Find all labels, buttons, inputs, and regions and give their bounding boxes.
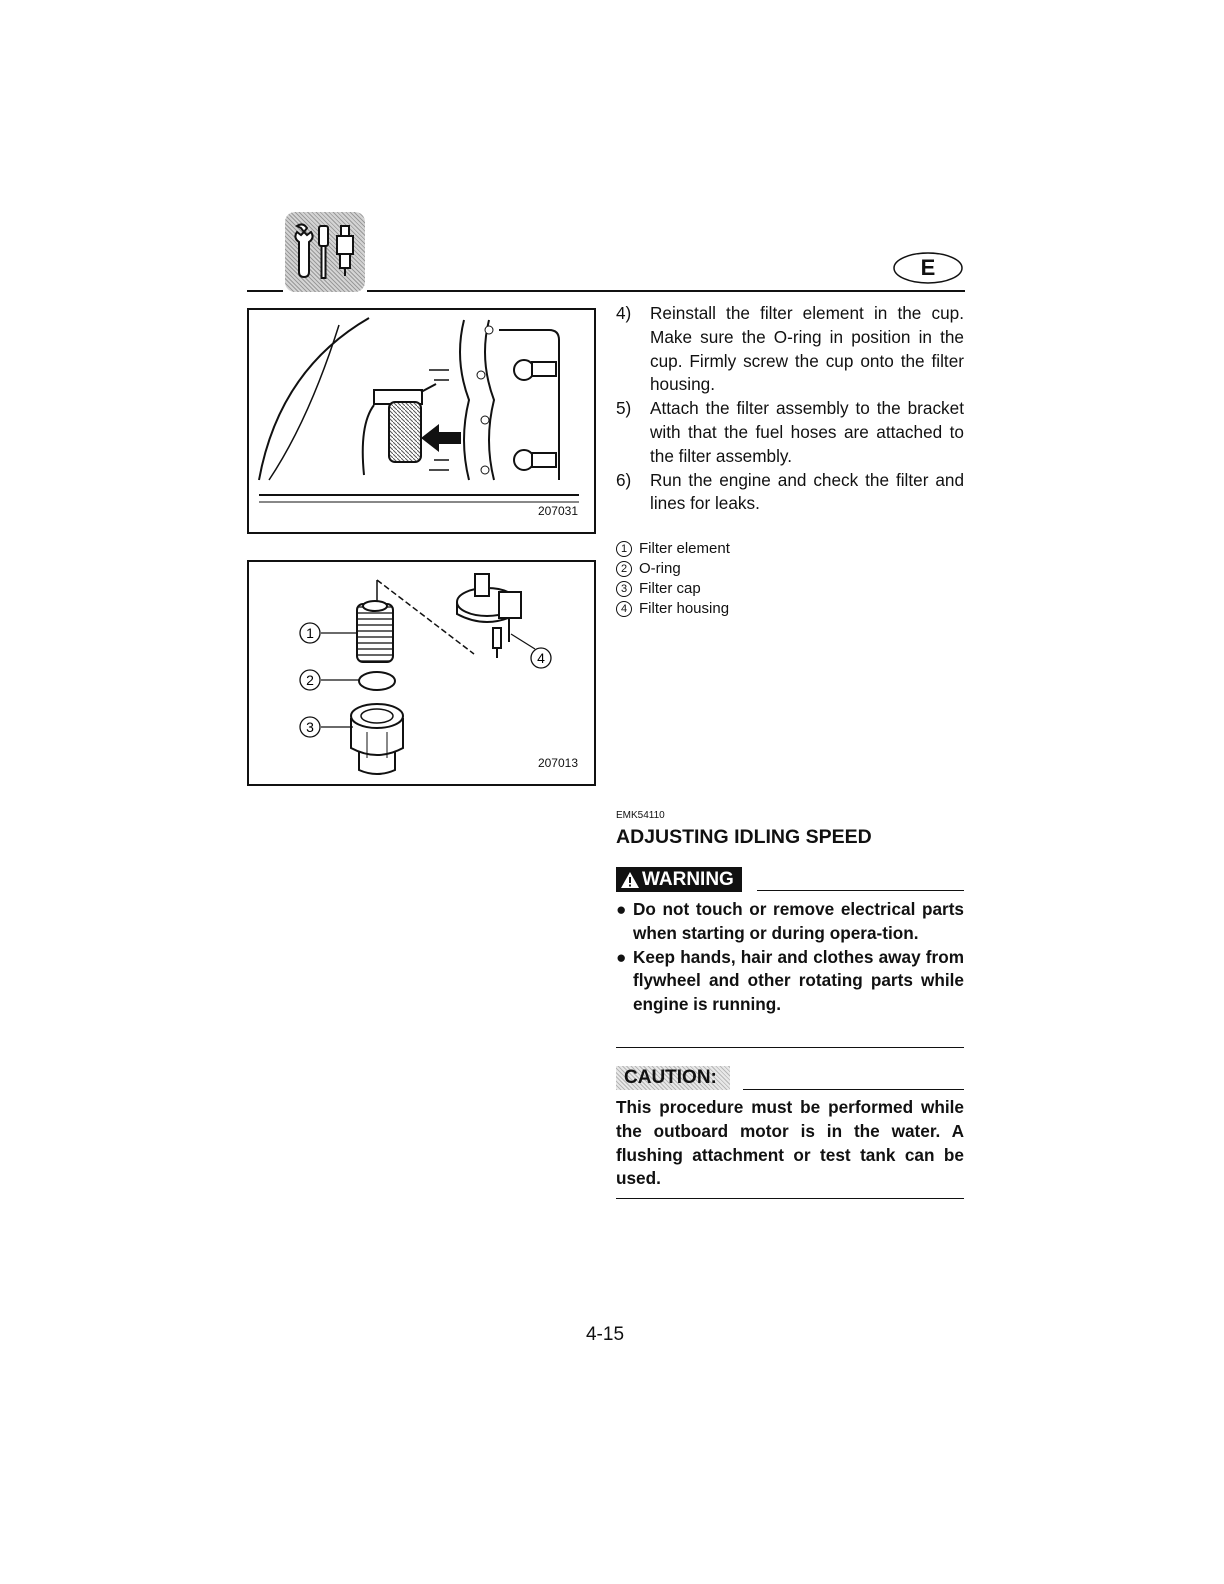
callout-4: 4 xyxy=(537,650,545,666)
language-badge-label: E xyxy=(920,255,936,280)
caution-label: CAUTION: xyxy=(616,1066,730,1090)
step-number: 4) xyxy=(616,303,632,323)
caution-bottom-rule xyxy=(616,1198,964,1199)
warning-text: Keep hands, hair and clothes away from flywheel and other rotating parts while engine is running. xyxy=(633,946,964,1015)
section-title: ADJUSTING IDLING SPEED xyxy=(616,826,872,848)
callout-3: 3 xyxy=(306,719,314,735)
parts-legend xyxy=(616,539,730,619)
warning-list xyxy=(616,898,964,1017)
warning-label-text: WARNING xyxy=(642,869,734,890)
legend-number: 3 xyxy=(616,581,632,597)
bullet-icon: ● xyxy=(616,899,627,919)
figure-code: 207013 xyxy=(537,756,578,770)
step-item xyxy=(616,469,964,517)
legend-label: Filter cap xyxy=(639,580,701,597)
caution-rule xyxy=(743,1089,964,1090)
warning-label xyxy=(616,867,742,892)
language-badge xyxy=(893,251,963,285)
figure-fuel-filter-installed xyxy=(247,308,596,534)
warning-triangle-icon xyxy=(620,871,640,889)
warning-bottom-rule xyxy=(616,1047,964,1048)
step-number: 5) xyxy=(616,398,632,419)
section-code: EMK54110 xyxy=(616,810,665,821)
bullet-icon: ● xyxy=(616,946,627,967)
header-rule xyxy=(367,290,965,292)
warning-rule xyxy=(757,890,964,891)
legend-item xyxy=(616,599,730,619)
figure-filter-parts-exploded xyxy=(247,560,596,786)
caution-text: This procedure must be performed while the outboard motor is in the water. A flushing attachment or test tank can be used. xyxy=(616,1097,964,1189)
legend-label: Filter housing xyxy=(639,600,730,617)
warning-text: Do not touch or remove electrical parts when starting or during opera-tion. xyxy=(633,899,964,943)
legend-item xyxy=(616,539,730,559)
callout-2: 2 xyxy=(306,672,314,688)
step-number: 6) xyxy=(616,469,632,490)
warning-item xyxy=(616,946,964,1017)
legend-item xyxy=(616,559,730,579)
legend-number: 2 xyxy=(616,561,632,577)
callout-1: 1 xyxy=(306,625,314,641)
legend-label: O-ring xyxy=(639,560,681,577)
step-text: Reinstall the filter element in the cup. Make sure the O-ring in position in the cup. Firmly screw the cup onto the filter housing. xyxy=(650,303,964,395)
page-number: 4-15 xyxy=(585,1324,625,1345)
legend-label: Filter element xyxy=(639,540,730,557)
step-item xyxy=(616,302,964,397)
step-item xyxy=(616,397,964,468)
step-text: Run the engine and check the filter and lines for leaks. xyxy=(650,469,964,514)
header-rule xyxy=(247,290,283,292)
warning-item xyxy=(616,898,964,946)
legend-number: 1 xyxy=(616,541,632,557)
legend-item xyxy=(616,579,730,599)
step-text: Attach the filter assembly to the bracket with that the fuel hoses are attached to the filter assembly. xyxy=(650,398,964,466)
tools-icon xyxy=(285,212,365,292)
procedure-steps xyxy=(616,302,964,516)
legend-number: 4 xyxy=(616,601,632,617)
figure-code: 207031 xyxy=(537,504,578,518)
